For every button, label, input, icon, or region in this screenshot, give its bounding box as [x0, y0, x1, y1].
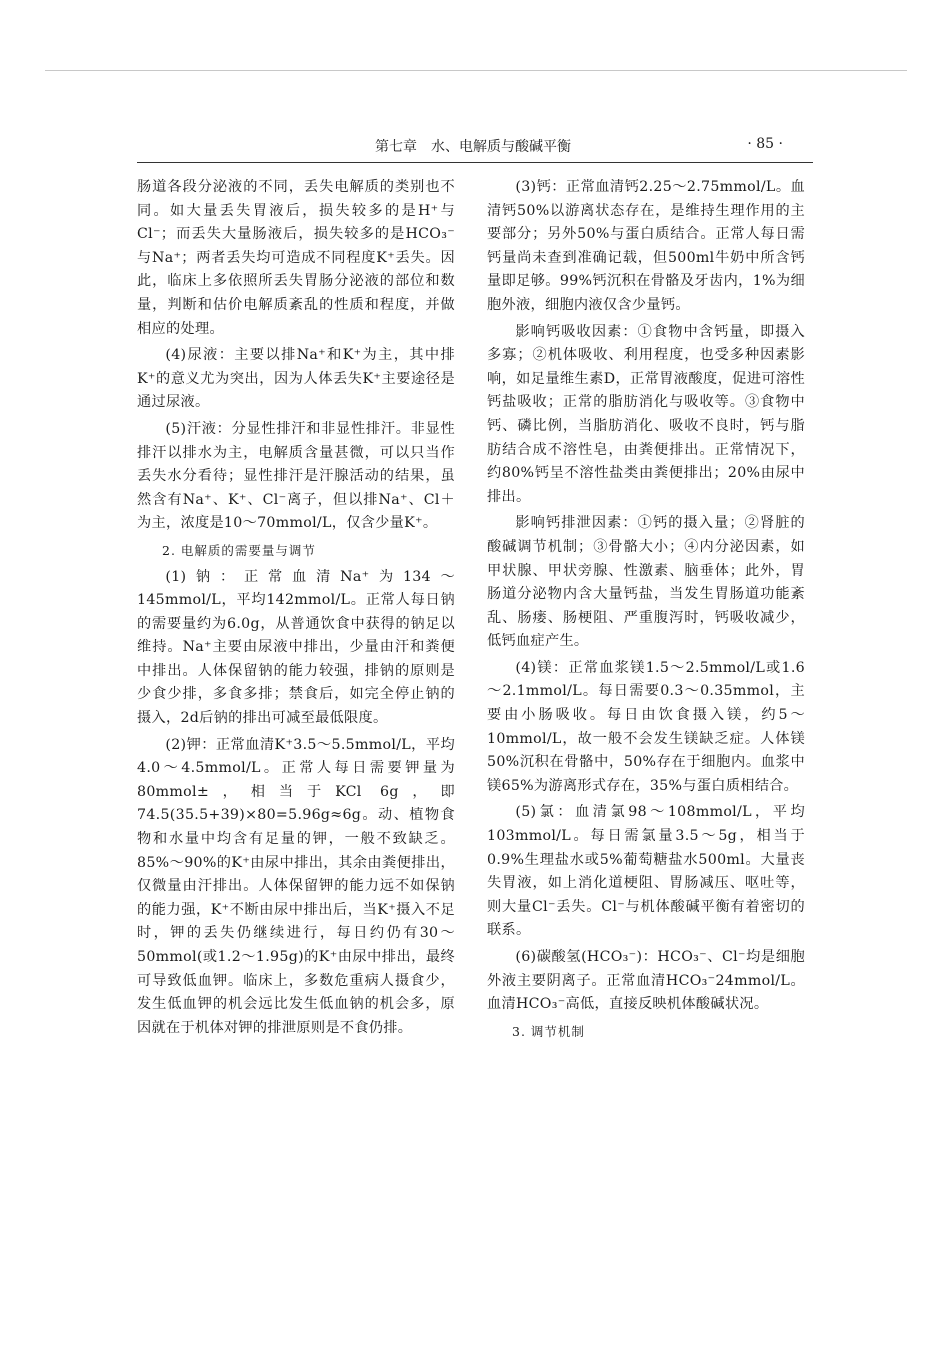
- paragraph-bicarbonate: (6)碳酸氢(HCO₃⁻)：HCO₃⁻、Cl⁻均是细胞外液主要阴离子。正常血清HCO₃⁻24mmol/L。血清HCO₃⁻高低，直接反映机体酸碱状况。: [487, 949, 805, 1013]
- paragraph-magnesium: (4)镁：正常血浆镁1.5～2.5mmol/L或1.6～2.1mmol/L。每日需要0.3～0.35mmol，主要由小肠吸收。每日由饮食摄入镁，约5～10mmol/L，故一般不会发生镁缺乏症。人体镁50%沉积在骨骼中，50%存在于细胞内。血浆中镁65%为游离形式存在，35%与蛋白质相结合。: [487, 659, 805, 794]
- paragraph-urine: (4)尿液：主要以排Na⁺和K⁺为主，其中排K⁺的意义尤为突出，因为人体丢失K⁺主要途径是通过尿液。: [137, 347, 455, 411]
- running-header: [137, 136, 813, 162]
- chapter-title: 第七章 水、电解质与酸碱平衡: [375, 139, 571, 155]
- paragraph-sodium: (1)钠：正常血清Na⁺为134～145mmol/L，平均142mmol/L。正常人每日钠的需要量约为6.0g，从普通饮食中获得的钠足以维持。Na⁺主要由尿液中排出，少量由汗和粪便中排出。人体保留钠的能力较强，排钠的原则是少食少排，多食多排；禁食后，如完全停止钠的摄入，2d后钠的排出可减至最低限度。: [137, 568, 455, 727]
- section-heading-regulation: 3. 调节机制: [512, 1023, 585, 1039]
- header-rule: [137, 162, 813, 163]
- page-top-rule: [45, 70, 907, 71]
- paragraph-gi-secretion: 肠道各段分泌液的不同，丢失电解质的类别也不同。如大量丢失胃液后，损失较多的是H⁺与Cl⁻；而丢失大量肠液后，损失较多的是HCO₃⁻与Na⁺；两者丢失均可造成不同程度K⁺丢失。因此，临床上多依照所丢失胃肠分泌液的部位和数量，判断和估价电解质紊乱的性质和程度，并做相应的处理。: [137, 179, 455, 337]
- section-heading-electrolyte-requirement: 2. 电解质的需要量与调节: [162, 542, 316, 558]
- right-column: [487, 176, 805, 1046]
- left-column: [137, 176, 455, 1043]
- paragraph-chloride: (5)氯：血清氯98～108mmol/L，平均103mmol/L。每日需氯量3.5～5g，相当于0.9%生理盐水或5%葡萄糖盐水500ml。大量丧失胃液，如上消化道梗阻、胃肠减压、呕吐等，则大量Cl⁻丢失。Cl⁻与机体酸碱平衡有着密切的联系。: [487, 804, 805, 939]
- paragraph-calcium-excretion: 影响钙排泄因素：①钙的摄入量；②肾脏的酸碱调节机制；③骨骼大小；④内分泌因素，如甲状腺、甲状旁腺、性激素、脑垂体；此外，胃肠道分泌物内含大量钙盐，当发生胃肠道功能紊乱、肠瘘、肠梗阻、严重腹泻时，钙吸收减少，低钙血症产生。: [487, 515, 805, 650]
- paragraph-potassium: (2)钾：正常血清K⁺3.5～5.5mmol/L，平均4.0～4.5mmol/L。正常人每日需要钾量为80mmol±，相当于KCl 6g，即74.5(35.5+39)×80=5.96g≈6g。动、植物食物和水量中均含有足量的钾，一般不致缺乏。85%～90%的K⁺由尿中排出，其余由粪便排出，仅微量由汗排出。人体保留钾的能力远不如保钠的能力强，K⁺不断由尿中排出后，当K⁺摄入不足时，钾的丢失仍继续进行，每日约仍有30～50mmol(或1.2～1.95g)的K⁺由尿中排出，最终可导致低血钾。临床上，多数危重病人摄食少，发生低血钾的机会远比发生低血钠的机会多，原因就在于机体对钾的排泄原则是不食仍排。: [137, 736, 455, 1036]
- paragraph-sweat: (5)汗液：分显性排汗和非显性排汗。非显性排汗以排水为主，电解质含量甚微，可以只当作丢失水分看待；显性排汗是汗腺活动的结果，虽然含有Na⁺、K⁺、Cl⁻离子，但以排Na⁺、Cl＋为主，浓度是10～70mmol/L，仅含少量K⁺。: [137, 420, 455, 532]
- page-number: · 85 ·: [747, 136, 783, 152]
- paragraph-calcium: (3)钙：正常血清钙2.25～2.75mmol/L。血清钙50%以游离状态存在，是维持生理作用的主要部分；另外50%与蛋白质结合。正常人每日需钙量尚未查到准确记载，但500ml牛奶中所含钙量即足够。99%钙沉积在骨骼及牙齿内，1%为细胞外液，细胞内液仅含少量钙。: [487, 179, 805, 313]
- paragraph-calcium-absorption: 影响钙吸收因素：①食物中含钙量，即摄入多寡；②机体吸收、利用程度，也受多种因素影响，如足量维生素D，正常胃液酸度，促进可溶性钙盐吸收；正常的脂肪消化与吸收等。③食物中钙、磷比例，当脂肪消化、吸收不良时，钙与脂肪结合成不溶性皂，由粪便排出。正常情况下，约80%钙呈不溶性盐类由粪便排出；20%由尿中排出。: [487, 323, 805, 505]
